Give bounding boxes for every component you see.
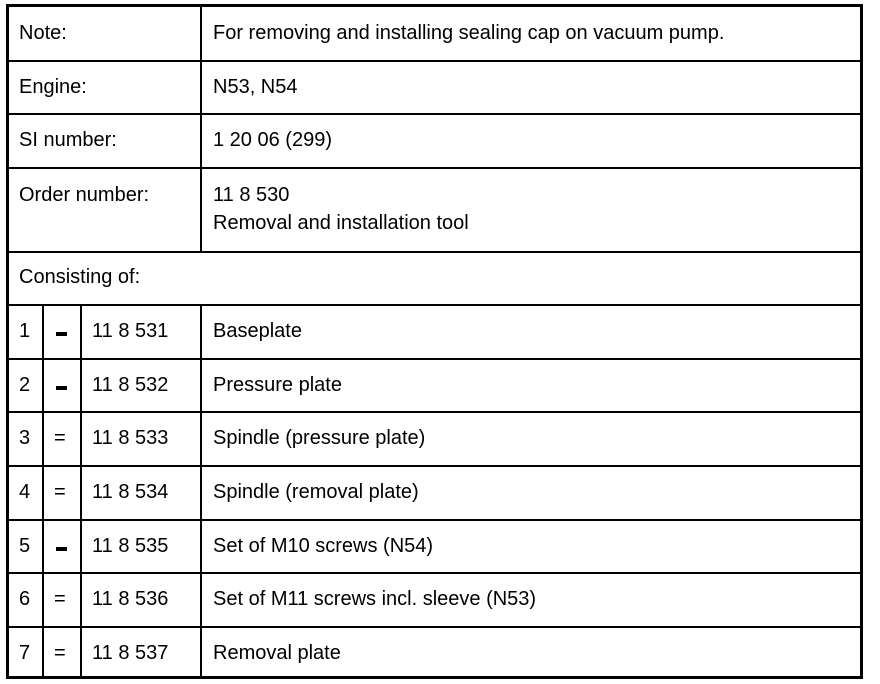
part-marker-equals: = — [54, 588, 66, 610]
row-divider — [9, 304, 860, 306]
column-divider — [80, 304, 82, 676]
row-divider — [9, 465, 860, 467]
order-number-value: 11 8 530 — [213, 184, 290, 206]
row-divider — [9, 358, 860, 360]
part-marker-dash — [56, 386, 67, 390]
part-number: 11 8 535 — [92, 535, 169, 557]
part-index: 3 — [19, 427, 31, 449]
si-number-label: SI number: — [19, 129, 117, 151]
part-marker-equals: = — [54, 642, 66, 664]
si-number-value: 1 20 06 (299) — [213, 129, 332, 151]
tool-info-table — [6, 4, 863, 679]
part-index: 1 — [19, 320, 31, 342]
part-index: 6 — [19, 588, 31, 610]
row-divider — [9, 167, 860, 169]
row-divider — [9, 411, 860, 413]
part-description: Set of M11 screws incl. sleeve (N53) — [213, 588, 537, 610]
part-marker-dash — [56, 547, 67, 551]
order-number-label: Order number: — [19, 184, 150, 206]
part-number: 11 8 531 — [92, 320, 169, 342]
column-divider — [200, 7, 202, 251]
engine-label: Engine: — [19, 76, 87, 98]
row-divider — [9, 113, 860, 115]
row-divider — [9, 251, 860, 253]
order-number-description: Removal and installation tool — [213, 212, 469, 234]
row-divider — [9, 572, 860, 574]
part-index: 5 — [19, 535, 31, 557]
part-index: 4 — [19, 481, 31, 503]
part-number: 11 8 532 — [92, 374, 169, 396]
part-description: Spindle (removal plate) — [213, 481, 419, 503]
part-number: 11 8 533 — [92, 427, 169, 449]
part-number: 11 8 534 — [92, 481, 169, 503]
part-index: 7 — [19, 642, 31, 664]
note-label: Note: — [19, 22, 67, 44]
part-description: Pressure plate — [213, 374, 342, 396]
part-marker-dash — [56, 332, 67, 336]
part-number: 11 8 537 — [92, 642, 169, 664]
part-index: 2 — [19, 374, 31, 396]
part-description: Removal plate — [213, 642, 341, 664]
note-value: For removing and installing sealing cap on vacuum pump. — [213, 22, 725, 44]
engine-value: N53, N54 — [213, 76, 298, 98]
part-marker-equals: = — [54, 427, 66, 449]
consisting-of-label: Consisting of: — [19, 266, 141, 288]
part-number: 11 8 536 — [92, 588, 169, 610]
row-divider — [9, 626, 860, 628]
row-divider — [9, 60, 860, 62]
part-description: Set of M10 screws (N54) — [213, 535, 434, 557]
part-description: Baseplate — [213, 320, 302, 342]
part-description: Spindle (pressure plate) — [213, 427, 426, 449]
column-divider — [200, 304, 202, 676]
part-marker-equals: = — [54, 481, 66, 503]
row-divider — [9, 519, 860, 521]
column-divider — [42, 304, 44, 676]
